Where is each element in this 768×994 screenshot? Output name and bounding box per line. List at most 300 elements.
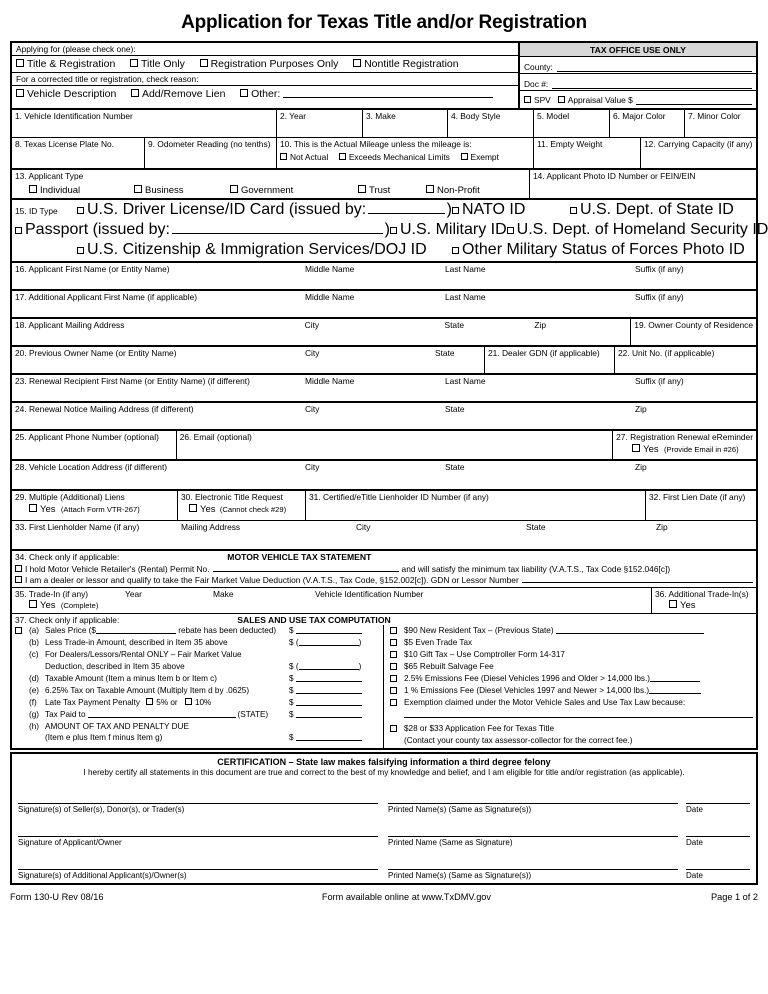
dl-issued-by-input[interactable] xyxy=(368,206,444,214)
option-title-only[interactable] xyxy=(130,58,185,70)
tax-paid-to-state-input[interactable] xyxy=(88,709,236,718)
printed-name-label: Printed Name(s) (Same as Signature(s)) xyxy=(388,869,678,880)
mv-tax-header-row xyxy=(15,552,753,563)
date-label: Date xyxy=(686,803,750,814)
option-title-registration[interactable] xyxy=(16,58,115,70)
applying-prompt: Applying for (please check one): xyxy=(12,43,518,56)
option-vehicle-description[interactable] xyxy=(16,88,116,100)
checkbox-icon[interactable] xyxy=(524,96,531,103)
option-trade-in-yes[interactable] xyxy=(29,600,56,612)
id-type-row-2 xyxy=(15,221,768,239)
field-make[interactable]: 3. Make xyxy=(363,110,448,137)
checkbox-icon[interactable] xyxy=(15,565,22,572)
field-applicant-first-name[interactable]: 16. Applicant First Name (or Entity Name) xyxy=(15,264,170,274)
signature-row-1 xyxy=(12,781,756,814)
field-mailing-address[interactable]: 18. Applicant Mailing Address xyxy=(15,320,125,330)
field-lienholder-city[interactable]: City xyxy=(356,522,371,532)
checkbox-icon[interactable] xyxy=(230,185,238,193)
multiple-liens-note: (Attach Form VTR-267) xyxy=(60,504,140,514)
paren: ) xyxy=(446,201,452,218)
checkbox-icon[interactable] xyxy=(15,627,22,634)
checkbox-icon[interactable] xyxy=(200,59,208,67)
field-applicant-suffix[interactable]: Suffix (if any) xyxy=(635,264,684,274)
field-lienholder-state[interactable]: State xyxy=(526,522,546,532)
top-band xyxy=(10,41,758,110)
page-title: Application for Texas Title and/or Registration xyxy=(181,12,587,33)
field-previous-owner-name[interactable]: 20. Previous Owner Name (or Entity Name) xyxy=(15,348,177,358)
footer-page-number: Page 1 of 2 xyxy=(711,892,758,903)
trade-in-label: 35. Trade-In (if any) xyxy=(15,588,89,599)
row-field-28 xyxy=(12,461,756,491)
tax-item-h xyxy=(15,721,381,733)
item-letter: (f) xyxy=(29,697,37,707)
printed-name-label: Printed Name(s) (Same as Signature(s)) xyxy=(388,803,678,814)
row-field-18-19 xyxy=(12,319,756,347)
checkbox-icon[interactable] xyxy=(134,185,142,193)
option-registration-purposes-only[interactable] xyxy=(200,58,339,70)
tax-exemption-reason-row xyxy=(390,709,753,723)
county-label: County: xyxy=(524,62,553,72)
checkbox-icon[interactable] xyxy=(29,185,37,193)
fmv-deduction-label: I am a dealer or lessor and qualify to take the Fair Market Value Deduction (V.A.T.S., Tax Code, §152.002[c]). GDN or Lessor Number xyxy=(25,575,519,585)
field-renewal-recipient-middle-name[interactable]: Middle Name xyxy=(305,376,355,386)
vehicle-section xyxy=(10,110,768,750)
emissions-1-input[interactable] xyxy=(649,685,701,694)
checkbox-icon[interactable] xyxy=(452,207,459,214)
option-not-actual[interactable] xyxy=(280,152,328,163)
field-odometer[interactable]: 9. Odometer Reading (no tenths) xyxy=(145,138,277,168)
checkbox-icon[interactable] xyxy=(280,153,287,160)
tax-option-emissions-1 xyxy=(390,685,753,697)
spv-label: SPV xyxy=(534,94,551,105)
field-mailing-state[interactable]: State xyxy=(444,320,465,330)
field-applicant-last-name[interactable]: Last Name xyxy=(445,264,486,274)
option-penalty-10[interactable] xyxy=(185,697,211,709)
id-type-row-1 xyxy=(15,201,753,219)
signature-label: Signature of Applicant/Owner xyxy=(18,836,378,847)
motor-vehicle-tax-section xyxy=(12,551,756,587)
field-multiple-liens: 29. Multiple (Additional) Liens Yes (Attach Form VTR-267) xyxy=(12,491,178,520)
signature-label: Signature(s) of Seller(s), Donor(s), or Trader(s) xyxy=(18,803,378,814)
tax-item-d xyxy=(15,673,381,685)
trade-in-headers xyxy=(15,589,648,600)
id-type-row-3 xyxy=(15,241,753,259)
tax-application-fee-note xyxy=(390,735,753,747)
row-field-29-32 xyxy=(12,491,756,521)
tax-item-a xyxy=(15,625,381,637)
option-label: 1 % Emissions Fee (Diesel Vehicles 1997 and Newer > 14,000 lbs.) xyxy=(404,685,650,695)
tax-item-e xyxy=(15,685,381,697)
tax-option-even-trade xyxy=(390,637,753,649)
row-field-35-36 xyxy=(12,587,756,614)
field-renewal-recipient-last-name[interactable]: Last Name xyxy=(445,376,486,386)
option-exempt[interactable] xyxy=(461,152,499,163)
item-letter: (e) xyxy=(29,685,40,695)
option-label: Yes xyxy=(680,600,696,611)
tax-item-h-cont xyxy=(15,732,381,744)
field-model[interactable]: 5. Model xyxy=(534,110,610,137)
option-individual[interactable] xyxy=(29,185,134,197)
field-empty-weight[interactable]: 11. Empty Weight xyxy=(534,138,641,168)
additional-trade-in-label: 36. Additional Trade-In(s) xyxy=(655,588,749,599)
row-field-23 xyxy=(12,375,756,403)
sales-tax-header-row xyxy=(12,614,756,626)
checkbox-icon[interactable] xyxy=(390,675,397,682)
checkbox-icon[interactable] xyxy=(390,699,397,706)
checkbox-icon[interactable] xyxy=(339,153,346,160)
signature-label: Signature(s) of Additional Applicant(s)/Owner(s) xyxy=(18,869,378,880)
option-label: Vehicle Description xyxy=(27,88,117,100)
field-renewal-notice-state[interactable]: State xyxy=(445,404,465,414)
mv-tax-line-1 xyxy=(15,564,753,575)
rental-permit-note: and will satisfy the minimum tax liability (V.A.T.S., Tax Code §152.046[c]) xyxy=(401,563,671,574)
checkbox-icon[interactable] xyxy=(131,89,139,97)
option-label: Yes xyxy=(643,443,659,455)
checkbox-icon[interactable] xyxy=(15,576,22,583)
item-h-amount[interactable]: $ xyxy=(285,732,381,744)
field-email[interactable]: 26. Email (optional) xyxy=(177,431,613,459)
checkbox-icon[interactable] xyxy=(240,89,248,97)
field-additional-applicant-first-name[interactable]: 17. Additional Applicant First Name (if applicable) xyxy=(15,292,198,302)
trade-in-vin-label: Vehicle Identification Number xyxy=(315,588,424,599)
option-label: Government xyxy=(241,184,294,196)
option-label: Yes xyxy=(40,600,56,611)
corrected-prompt: For a corrected title or registration, check reason: xyxy=(12,73,518,86)
previous-state-input[interactable] xyxy=(556,625,704,634)
item-e-amount[interactable]: $ xyxy=(285,685,381,697)
date-additional-applicant[interactable] xyxy=(686,847,750,880)
option-non-profit[interactable] xyxy=(426,185,480,197)
option-ereminder-yes[interactable] xyxy=(632,444,659,456)
checkbox-icon[interactable] xyxy=(146,698,153,705)
footer-form-number: Form 130-U Rev 08/16 xyxy=(10,892,104,903)
doc-input[interactable] xyxy=(552,79,752,89)
item-letter: (b) xyxy=(29,638,40,648)
tax-item-c-cont xyxy=(15,661,381,673)
signature-row-2 xyxy=(12,814,756,847)
checkbox-icon[interactable] xyxy=(570,207,577,214)
row-field-16 xyxy=(12,263,756,291)
field-additional-applicant-middle-name[interactable]: Middle Name xyxy=(305,292,355,302)
option-nontitle-registration[interactable] xyxy=(353,58,459,70)
signature-seller[interactable] xyxy=(18,781,378,814)
field-carrying-capacity[interactable]: 12. Carrying Capacity (if any) xyxy=(644,139,753,149)
checkbox-icon[interactable] xyxy=(426,185,434,193)
item-text-post: rebate has been deducted) xyxy=(178,626,277,636)
item-text: Late Tax Payment Penalty xyxy=(45,697,140,707)
item-g-amount[interactable]: $ xyxy=(285,709,381,721)
item-d-amount[interactable]: $ xyxy=(285,673,381,685)
checkbox-icon[interactable] xyxy=(29,504,37,512)
tax-left-column xyxy=(12,625,384,748)
etitle-note: (Cannot check #29) xyxy=(219,504,287,514)
printed-name-additional-applicant[interactable] xyxy=(388,847,678,880)
option-label: 5% or xyxy=(156,697,178,707)
item-b-amount[interactable]: $ ( ) xyxy=(289,638,362,648)
option-label: Not Actual xyxy=(290,151,329,162)
tax-item-g xyxy=(15,709,381,721)
option-exceeds-mechanical-limits[interactable] xyxy=(339,152,450,163)
trade-in-note: (Complete) xyxy=(60,601,99,610)
sales-use-tax-section xyxy=(12,614,756,749)
option-etitle-yes[interactable] xyxy=(189,504,216,516)
field-owner-county[interactable]: 19. Owner County of Residence xyxy=(634,320,754,330)
checkbox-icon[interactable] xyxy=(390,725,397,732)
option-multiple-liens-yes[interactable] xyxy=(29,504,56,516)
item-text: Tax Paid to xyxy=(45,709,86,719)
item-letter: (d) xyxy=(29,673,40,683)
page-footer xyxy=(10,892,758,902)
date-label: Date xyxy=(686,869,750,880)
checkbox-icon[interactable] xyxy=(77,207,84,214)
option-label: Exempt xyxy=(470,151,499,162)
certification-body: I hereby certify all statements in this document are true and correct to the best of my knowledge and belief, and I am eligible for title and/or registration (as applicable). xyxy=(83,768,685,778)
county-row xyxy=(520,57,756,74)
checkbox-icon[interactable] xyxy=(632,444,640,452)
item-letter: (a) xyxy=(29,626,40,636)
option-label: U.S. Dept. of State ID xyxy=(580,201,734,218)
option-label: Passport (issued by: xyxy=(25,221,170,238)
checkbox-icon[interactable] xyxy=(77,247,84,254)
checkbox-icon[interactable] xyxy=(130,59,138,67)
tax-computation-grid xyxy=(12,625,756,748)
option-trust[interactable] xyxy=(358,185,426,197)
checkbox-icon[interactable] xyxy=(390,663,397,670)
field-renewal-notice-address[interactable]: 24. Renewal Notice Mailing Address (if different) xyxy=(15,404,194,414)
option-homeland-security-id[interactable] xyxy=(507,221,768,239)
item-text: AMOUNT OF TAX AND PENALTY DUE xyxy=(45,721,189,731)
field-previous-owner-city[interactable]: City xyxy=(305,348,320,358)
field-mailing-city[interactable]: City xyxy=(304,320,320,330)
field-renewal-notice-zip[interactable]: Zip xyxy=(635,404,647,414)
mv-tax-line-2 xyxy=(15,575,753,586)
option-label: Yes xyxy=(200,503,216,515)
item-text: (Item e plus Item f minus Item g) xyxy=(45,733,163,743)
field-previous-owner-state[interactable]: State xyxy=(432,347,485,373)
row-field-33 xyxy=(12,521,756,551)
appraisal-value-input[interactable] xyxy=(636,95,752,105)
corrected-options xyxy=(12,86,518,102)
date-applicant[interactable] xyxy=(686,814,750,847)
checkbox-icon[interactable] xyxy=(15,227,22,234)
checkbox-icon[interactable] xyxy=(461,153,468,160)
field-minor-color[interactable]: 7. Minor Color xyxy=(688,111,741,121)
field-lienholder-id-number[interactable]: 31. Certified/eTitle Lienholder ID Number (if any) xyxy=(306,491,646,520)
option-label: Nontitle Registration xyxy=(364,58,459,70)
signature-row-3 xyxy=(12,847,756,883)
id-type-label: 15. ID Type xyxy=(15,206,58,216)
mv-tax-statement-header: MOTOR VEHICLE TAX STATEMENT xyxy=(227,552,372,562)
option-label: Add/Remove Lien xyxy=(141,88,226,100)
field-applicant-phone[interactable]: 25. Applicant Phone Number (optional) xyxy=(12,431,177,459)
option-military-id[interactable] xyxy=(390,221,507,239)
gdn-lessor-number-input[interactable] xyxy=(522,575,753,583)
date-seller[interactable] xyxy=(686,781,750,814)
item-text: For Dealers/Lessors/Rental ONLY – Fair Market Value xyxy=(45,650,242,660)
county-input[interactable] xyxy=(557,62,752,72)
signature-additional-applicant[interactable] xyxy=(18,847,378,880)
rental-permit-no-input[interactable] xyxy=(213,564,399,572)
paren: ) xyxy=(384,221,390,238)
tax-office-header: TAX OFFICE USE ONLY xyxy=(520,43,756,57)
field-electronic-title-request: 30. Electronic Title Request Yes (Cannot check #29) xyxy=(178,491,306,520)
tax-option-new-resident xyxy=(390,625,753,637)
item-c-amount[interactable]: $ ( ) xyxy=(289,662,362,672)
field-renewal-notice-city[interactable]: City xyxy=(305,404,320,414)
option-label: Exemption claimed under the Motor Vehicle Sales and Use Tax Law because: xyxy=(404,697,686,707)
option-additional-trade-in-yes[interactable] xyxy=(669,600,696,612)
footer-online-note: Form available online at www.TxDMV.gov xyxy=(321,892,492,903)
option-label: 10% xyxy=(194,697,212,707)
option-label: Trust xyxy=(369,184,391,196)
tax-item-c xyxy=(15,649,381,661)
field-vehicle-location-city[interactable]: City xyxy=(305,462,320,472)
checkbox-icon[interactable] xyxy=(452,247,459,254)
signature-applicant[interactable] xyxy=(18,814,378,847)
sales-tax-header: SALES AND USE TAX COMPUTATION xyxy=(237,614,391,625)
field-lienholder-mailing-address[interactable]: Mailing Address xyxy=(181,522,241,532)
field-additional-trade-ins xyxy=(652,588,756,613)
option-spv[interactable] xyxy=(524,95,551,105)
field-vehicle-location-zip[interactable]: Zip xyxy=(635,462,647,472)
rental-permit-label: I hold Motor Vehicle Retailer's (Rental) Permit No. xyxy=(25,563,210,574)
checkbox-icon[interactable] xyxy=(390,627,397,634)
other-reason-input[interactable] xyxy=(283,90,493,98)
option-state-dept-id[interactable] xyxy=(570,201,734,219)
trade-in-year-label: Year xyxy=(125,588,142,599)
row-field-24 xyxy=(12,403,756,431)
option-label: Other: xyxy=(251,88,281,100)
item-letter: (g) xyxy=(29,709,40,719)
field-trade-in xyxy=(12,588,652,613)
applicant-type-row xyxy=(12,170,756,200)
field-vehicle-location-state[interactable]: State xyxy=(445,462,465,472)
printed-name-applicant[interactable] xyxy=(388,814,678,847)
tax-office-box xyxy=(520,43,756,108)
option-nato-id[interactable] xyxy=(452,201,570,219)
option-label: Business xyxy=(145,184,184,196)
applying-for-box xyxy=(12,43,520,108)
tax-option-exemption xyxy=(390,697,753,709)
item-a-amount[interactable]: $ xyxy=(285,625,381,637)
checkbox-icon[interactable] xyxy=(16,89,24,97)
option-label: $10 Gift Tax – Use Comptroller Form 14-317 xyxy=(404,650,565,660)
option-label: 2.5% Emissions Fee (Diesel Vehicles 1996 and Older > 14,000 lbs.) xyxy=(404,673,650,683)
checkbox-icon[interactable] xyxy=(189,504,197,512)
field-unit-no[interactable]: 22. Unit No. (if applicable) xyxy=(618,348,715,358)
field-renewal-recipient-first-name[interactable]: 23. Renewal Recipient First Name (or Entity Name) (if different) xyxy=(15,376,250,386)
item-text-post: (STATE) xyxy=(237,709,269,719)
field-photo-id-number[interactable]: 14. Applicant Photo ID Number or FEIN/EIN xyxy=(533,171,696,181)
option-label: Exceeds Mechanical Limits xyxy=(348,151,450,162)
option-uscis-doj-id[interactable] xyxy=(77,241,452,259)
option-penalty-5[interactable] xyxy=(146,697,177,709)
checkbox-icon[interactable] xyxy=(507,227,514,234)
field-first-lienholder-name[interactable]: 33. First Lienholder Name (if any) xyxy=(15,522,140,532)
passport-issued-by-input[interactable] xyxy=(172,226,383,234)
option-label: $5 Even Trade Tax xyxy=(404,638,473,648)
certification-section xyxy=(10,752,758,885)
doc-label: Doc #: xyxy=(524,79,549,89)
checkbox-icon[interactable] xyxy=(390,227,397,234)
tax-right-column xyxy=(384,625,756,748)
option-passport[interactable] xyxy=(15,221,390,239)
row-field-17 xyxy=(12,291,756,319)
field-applicant-type: 13. Applicant Type Individual Business Government Trust Non-Profit xyxy=(12,170,530,198)
rebate-amount-input[interactable] xyxy=(96,625,176,634)
option-label: U.S. Military ID xyxy=(400,221,507,238)
tax-option-emissions-25 xyxy=(390,673,753,685)
field-vehicle-location-address[interactable]: 28. Vehicle Location Address (if different) xyxy=(15,462,168,472)
printed-name-label: Printed Name (Same as Signature) xyxy=(388,836,678,847)
trade-in-yes-row xyxy=(15,600,648,612)
checkbox-icon[interactable] xyxy=(390,687,397,694)
field-first-lien-date[interactable]: 32. First Lien Date (if any) xyxy=(649,492,746,502)
field-plate-no[interactable]: 8. Texas License Plate No. xyxy=(12,138,145,168)
checkbox-icon[interactable] xyxy=(353,59,361,67)
item-letter: (c) xyxy=(29,650,39,660)
option-label: $90 New Resident Tax – (Previous State) xyxy=(404,626,554,636)
option-label: Title & Registration xyxy=(27,58,116,70)
checkbox-icon[interactable] xyxy=(358,185,366,193)
printed-name-seller[interactable] xyxy=(388,781,678,814)
checkbox-icon[interactable] xyxy=(390,651,397,658)
checkbox-icon[interactable] xyxy=(669,600,677,608)
date-label: Date xyxy=(686,836,750,847)
option-label: $65 Rebuilt Salvage Fee xyxy=(404,662,494,672)
option-add-remove-lien[interactable] xyxy=(131,88,225,100)
field-lienholder-zip[interactable]: Zip xyxy=(656,522,668,532)
field-additional-applicant-last-name[interactable]: Last Name xyxy=(445,292,486,302)
field-mailing-zip[interactable]: Zip xyxy=(531,319,631,345)
option-label: $28 or $33 Application Fee for Texas Title xyxy=(404,723,555,733)
field-vin[interactable]: 1. Vehicle Identification Number xyxy=(12,110,277,137)
option-appraisal-value[interactable] xyxy=(558,95,633,105)
option-label: Title Only xyxy=(140,58,185,70)
option-other[interactable] xyxy=(240,88,280,100)
checkbox-icon[interactable] xyxy=(16,59,24,67)
field-year[interactable]: 2. Year xyxy=(277,110,363,137)
note-text: (Contact your county tax assessor-collector for the correct fee.) xyxy=(404,735,633,745)
option-label: Other Military Status of Forces Photo ID xyxy=(462,241,745,258)
checkbox-icon[interactable] xyxy=(29,600,37,608)
checkbox-icon[interactable] xyxy=(558,96,565,103)
field-additional-applicant-suffix[interactable]: Suffix (if any) xyxy=(635,292,684,302)
field-major-color[interactable]: 6. Major Color xyxy=(610,110,685,137)
option-driver-license[interactable] xyxy=(77,201,452,219)
emissions-25-input[interactable] xyxy=(650,673,700,682)
field-mileage-status: 10. This is the Actual Mileage unless the mileage is: Not Actual Exceeds Mechanical Limits Exempt xyxy=(277,138,534,168)
option-other-military-photo-id[interactable] xyxy=(452,241,745,259)
row-field-20-22 xyxy=(12,347,756,375)
field-dealer-gdn[interactable]: 21. Dealer GDN (if applicable) xyxy=(485,347,615,373)
field-applicant-middle-name[interactable]: Middle Name xyxy=(305,264,355,274)
field-renewal-recipient-suffix[interactable]: Suffix (if any) xyxy=(635,376,684,386)
item-text: 6.25% Tax on Taxable Amount (Multiply Item d by .0625) xyxy=(45,685,250,695)
item-f-amount[interactable]: $ xyxy=(285,697,381,709)
checkbox-icon[interactable] xyxy=(390,639,397,646)
exemption-reason-input[interactable] xyxy=(404,709,753,718)
option-business[interactable] xyxy=(134,185,230,197)
field-body-style[interactable]: 4. Body Style xyxy=(448,110,534,137)
id-type-section xyxy=(12,200,768,263)
tax-option-gift-tax xyxy=(390,649,753,661)
option-label: NATO ID xyxy=(462,201,526,218)
checkbox-icon[interactable] xyxy=(185,698,192,705)
option-label: Non-Profit xyxy=(437,184,480,196)
option-label: Yes xyxy=(40,503,56,515)
option-government[interactable] xyxy=(230,185,358,197)
